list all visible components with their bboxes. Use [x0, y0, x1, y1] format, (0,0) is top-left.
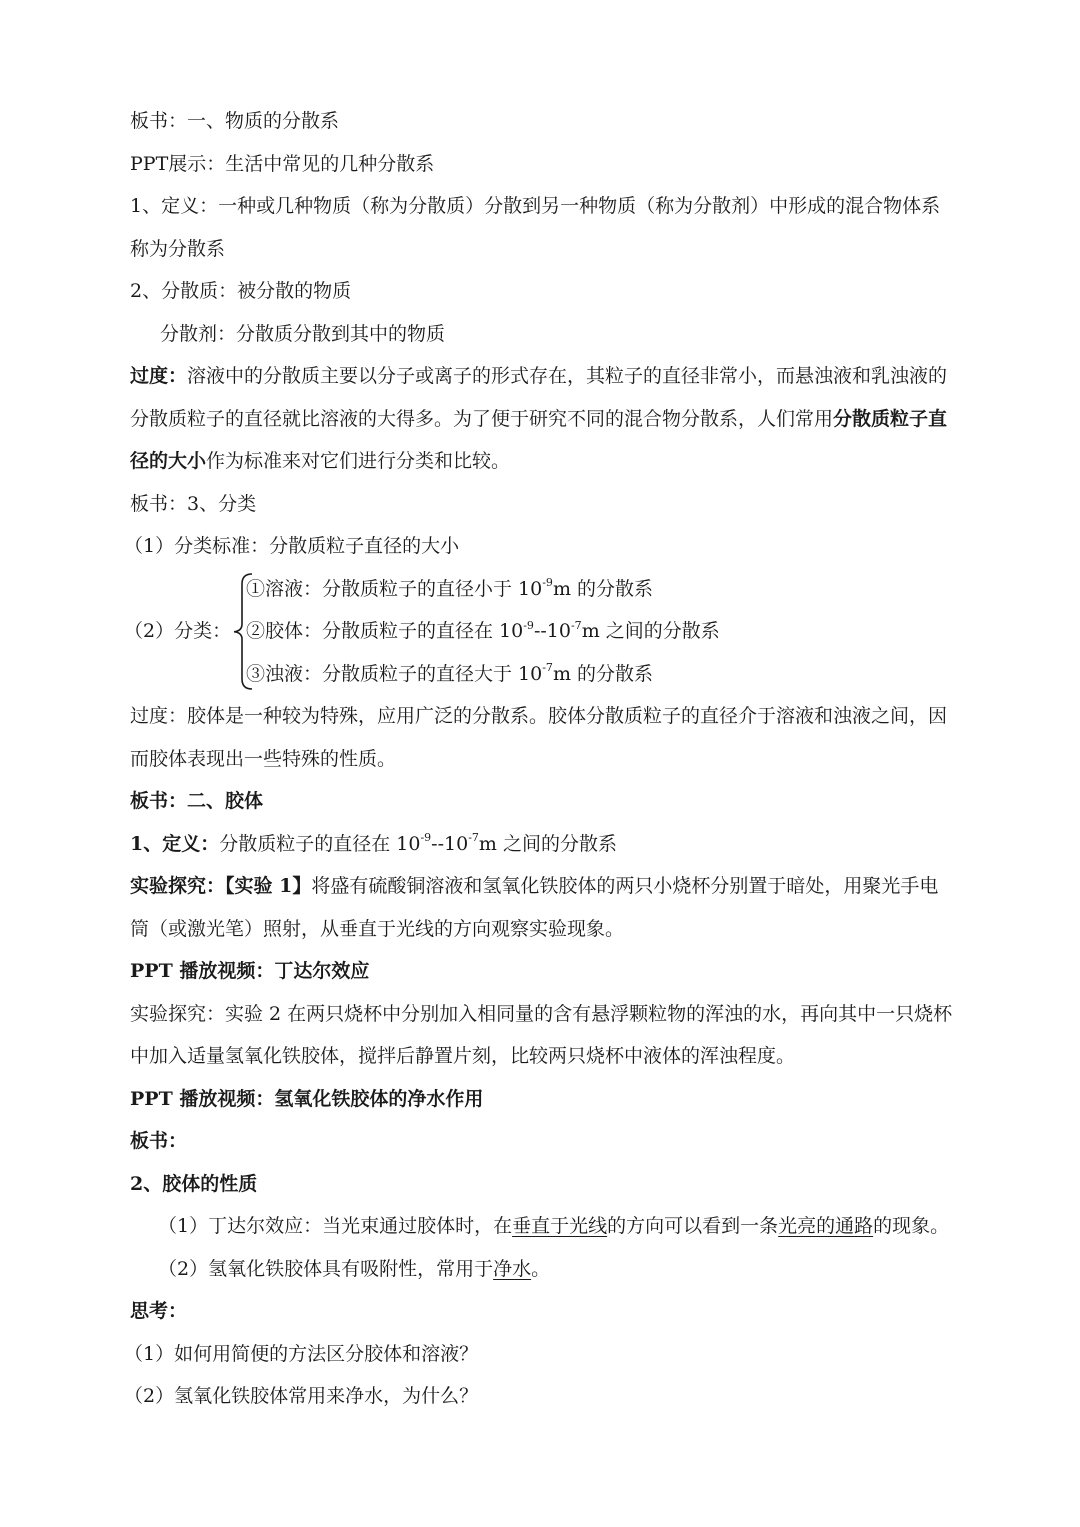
property-tyndall-text-b: 的方向可以看到一条 — [607, 1215, 779, 1237]
colloid-definition-exp-1: -9 — [420, 831, 432, 845]
property-adsorption-end: 。 — [531, 1257, 551, 1280]
solution-exponent: -9 — [542, 576, 553, 590]
classification-standard: （1）分类标准：分散质粒子直径的大小 — [124, 535, 460, 557]
colloid-definition — [130, 823, 955, 866]
board-classification: 板书：3、分类 — [130, 492, 257, 515]
transition-paragraph-2: 过度：胶体是一种较为特殊，应用广泛的分散系。胶体分散质粒子的直径介于溶液和浊液之间，因而胶体表现出一些特殊的性质。 — [130, 705, 948, 770]
think-heading: 思考： — [130, 1300, 188, 1322]
colloid-definition-range: --10 — [431, 832, 469, 855]
colloid-exponent-1: -9 — [523, 618, 534, 632]
experiment-1-paragraph — [130, 865, 955, 950]
property-tyndall — [130, 1205, 955, 1248]
colloid-definition-text: 分散质粒子的直径在 10 — [219, 832, 421, 855]
transition-paragraph-1 — [130, 355, 955, 483]
property-adsorption-text: （2）氢氧化铁胶体具有吸附性，常用于 — [158, 1257, 494, 1280]
ppt-video-tyndall: PPT 播放视频：丁达尔效应 — [130, 960, 370, 982]
suspension-text: ③浊液：分散质粒子的直径大于 10 — [246, 662, 543, 685]
colloid-item — [246, 610, 720, 653]
definition-paragraph: 1、定义：一种或几种物质（称为分散质）分散到另一种物质（称为分散剂）中形成的混合物体系称为分散系 — [130, 195, 941, 260]
board-label: 板书： — [130, 1130, 188, 1152]
classification-items — [246, 568, 720, 696]
question-1: （1）如何用简便的方法区分胶体和溶液？ — [124, 1342, 479, 1365]
experiment-1-text: 将盛有硫酸铜溶液和氢氧化铁胶体的两只小烧杯分别置于暗处，用聚光手电筒（或激光笔）照射，从垂直于光线的方向观察实验现象。 — [130, 875, 939, 940]
board-heading-colloid: 板书：二、胶体 — [130, 790, 264, 812]
property-adsorption-underline: 净水 — [493, 1257, 532, 1280]
property-tyndall-text-a: （1）丁达尔效应：当光束通过胶体时，在 — [158, 1215, 513, 1237]
solution-text: ①溶液：分散质粒子的直径小于 10 — [246, 577, 543, 600]
colloid-range: --10 — [533, 620, 571, 642]
property-adsorption — [130, 1248, 955, 1291]
colloid-text: ②胶体：分散质粒子的直径在 10 — [246, 620, 524, 642]
document-page — [124, 100, 955, 1418]
transition-tail: 作为标准来对它们进行分类和比较。 — [206, 450, 511, 472]
transition-text: 溶液中的分散质主要以分子或离子的形式存在，其粒子的直径非常小，而悬浊液和乳浊液的分散质粒子的直径就比溶液的大得多。为了便于研究不同的混合物分散系，人们常用 — [130, 365, 948, 430]
solution-unit: m 的分散系 — [552, 577, 653, 600]
colloid-exponent-2: -7 — [570, 618, 582, 632]
transition-label: 过度： — [130, 365, 188, 387]
colloid-definition-exp-2: -7 — [468, 831, 479, 845]
colloid-definition-unit: m 之间的分散系 — [478, 832, 617, 855]
property-tyndall-underline-2: 光亮的通路 — [778, 1215, 874, 1237]
experiment-1-label: 实验探究：【实验 1】 — [130, 875, 312, 897]
ppt-display-line: PPT展示：生活中常见的几种分散系 — [130, 152, 435, 175]
dispersion-medium-line: 分散剂：分散质分散到其中的物质 — [160, 322, 446, 345]
colloid-definition-label: 1、定义： — [130, 832, 220, 855]
classification-label: （2）分类： — [124, 620, 232, 642]
suspension-unit: m 的分散系 — [552, 662, 653, 685]
suspension-exponent: -7 — [542, 661, 553, 675]
experiment-2-paragraph: 实验探究：实验 2 在两只烧杯中分别加入相同量的含有悬浮颗粒物的浑浊的水，再向其中一只烧杯中加入适量氢氧化铁胶体，搅拌后静置片刻，比较两只烧杯中液体的浑浊程度。 — [130, 1002, 953, 1067]
colloid-properties-heading: 2、胶体的性质 — [130, 1172, 258, 1195]
question-2: （2）氢氧化铁胶体常用来净水，为什么？ — [124, 1385, 479, 1407]
classification-block — [124, 568, 955, 696]
ppt-video-purification: PPT 播放视频：氢氧化铁胶体的净水作用 — [130, 1087, 484, 1110]
board-heading-dispersion: 板书：一、物质的分散系 — [130, 110, 340, 132]
colloid-unit: m 之间的分散系 — [581, 620, 720, 642]
transition-bold-phrase: 分散质粒子直径的大小 — [130, 407, 948, 472]
property-tyndall-underline-1: 垂直于光线 — [512, 1215, 608, 1237]
dispersed-phase-line: 2、分散质：被分散的物质 — [130, 280, 352, 302]
property-tyndall-text-c: 的现象。 — [873, 1215, 950, 1237]
solution-item — [246, 568, 720, 611]
suspension-item — [246, 653, 720, 696]
